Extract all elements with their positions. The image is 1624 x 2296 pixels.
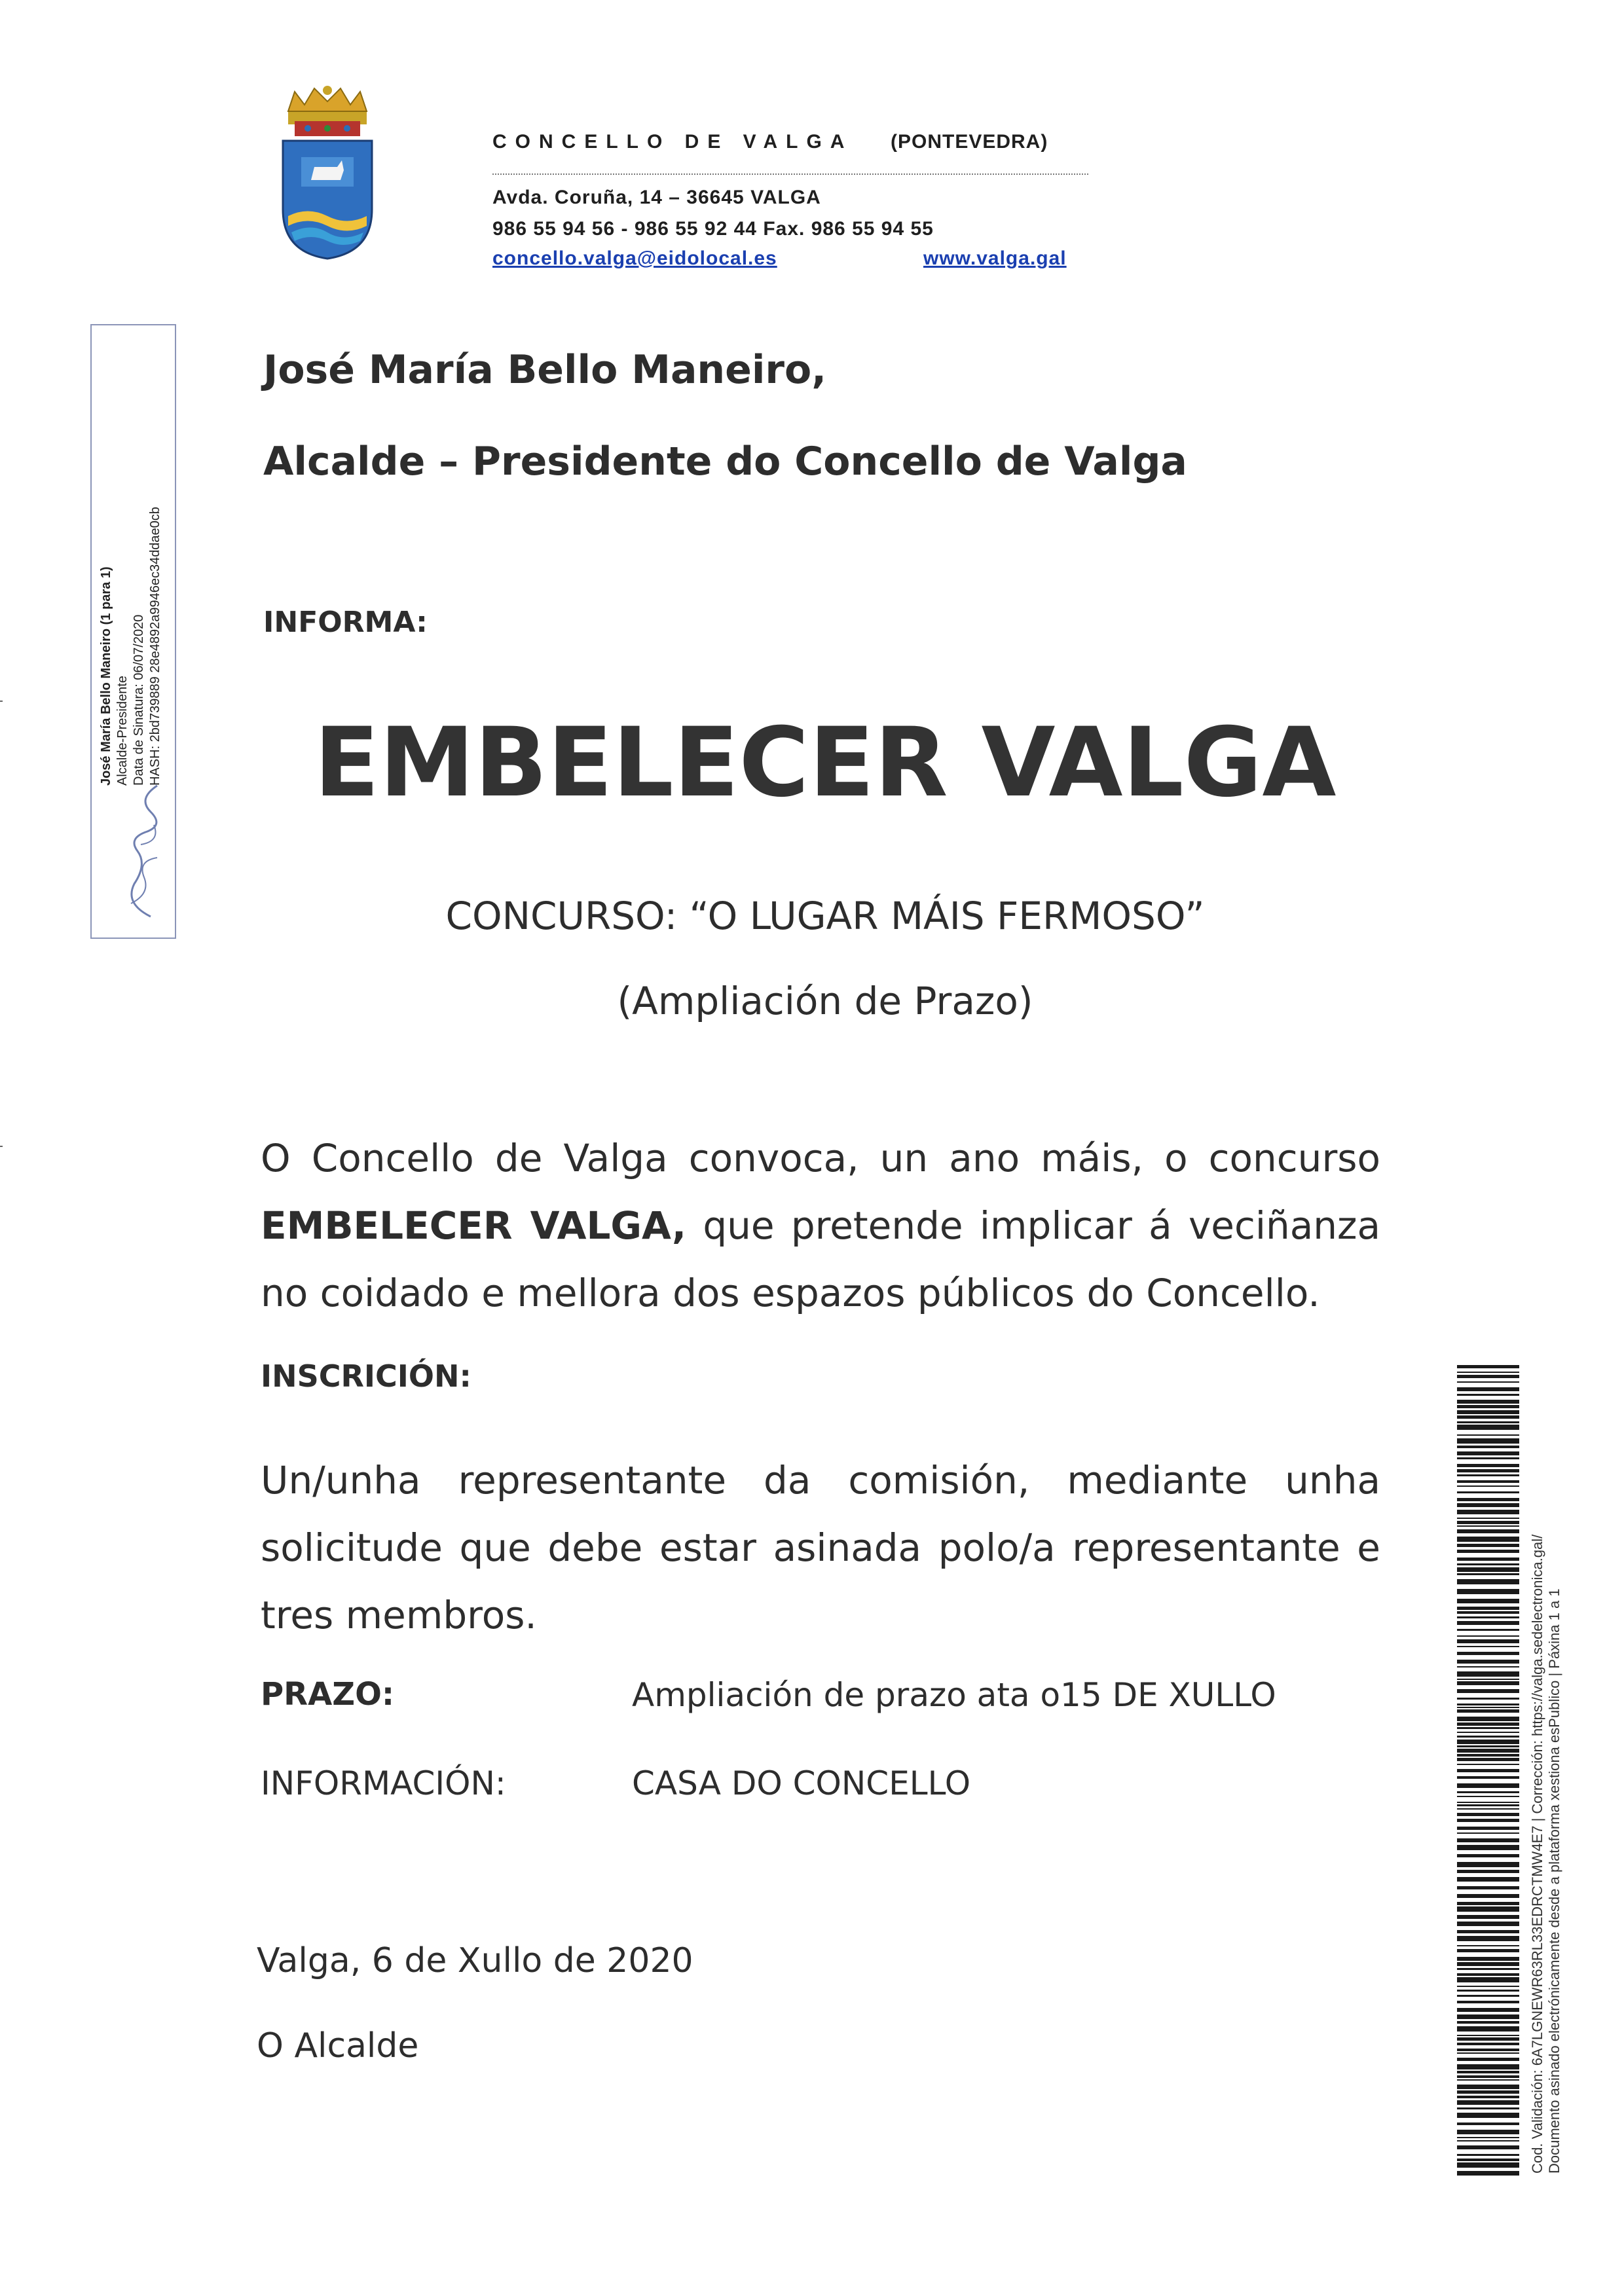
signer-role: Alcalde – Presidente do Concello de Valga: [263, 439, 1187, 484]
barcode-bar: [1457, 1679, 1519, 1680]
prazo-value: Ampliación de prazo ata o15 DE XULLO: [632, 1676, 1276, 1714]
barcode-bar: [1457, 1652, 1519, 1655]
barcode-bar: [1457, 1862, 1519, 1867]
barcode-bar: [1457, 2026, 1519, 2032]
barcode-bar: [1457, 1749, 1519, 1753]
org-email-link[interactable]: concello.valga@eidolocal.es: [492, 247, 777, 269]
barcode-bar: [1457, 1804, 1519, 1806]
inscricion-label: INSCRICIÓN:: [261, 1358, 471, 1394]
barcode-bar: [1457, 1732, 1519, 1733]
barcode-bar: [1457, 1922, 1519, 1926]
intro-text-start: O Concello de Valga convoca, un ano máis, o concurso: [261, 1136, 1380, 1180]
validation-text: [1529, 1535, 1563, 2174]
barcode-bar: [1457, 1446, 1519, 1448]
barcode-bar: [1457, 1698, 1519, 1700]
barcode-bar: [1457, 1827, 1519, 1830]
barcode-bar: [1457, 1727, 1519, 1729]
barcode-bar: [1457, 1365, 1519, 1368]
barcode-bar: [1457, 1945, 1519, 1946]
barcode-bar: [1457, 1838, 1519, 1842]
barcode-bar: [1457, 2107, 1519, 2109]
signer-name: José María Bello Maneiro,: [263, 347, 827, 393]
validation-note: Documento asinado electrónicamente desde a plataforma xestiona esPublico | Páxina 1 a 1: [1546, 1588, 1562, 2174]
barcode-bar: [1457, 1722, 1519, 1726]
barcode-bar: [1457, 1813, 1519, 1816]
barcode-bar: [1457, 1754, 1519, 1757]
barcode-bar: [1457, 1986, 1519, 1987]
barcode-bar: [1457, 1589, 1519, 1594]
barcode-bar: [1457, 1666, 1519, 1667]
prazo-label: PRAZO:: [261, 1676, 395, 1713]
barcode-bar: [1457, 1870, 1519, 1873]
header-divider: [492, 173, 1088, 175]
barcode-bar: [1457, 2162, 1519, 2168]
barcode-bar: [1457, 1550, 1519, 1553]
contest-subtitle: CONCURSO: “O LUGAR MÁIS FERMOSO”: [445, 894, 1205, 938]
barcode-bar: [1457, 1808, 1519, 1810]
barcode-bar: [1457, 1400, 1519, 1404]
barcode-bar: [1457, 1671, 1519, 1677]
barcode-bar: [1457, 1949, 1519, 1952]
org-website-link[interactable]: www.valga.gal: [923, 247, 1067, 269]
municipal-crest-logo: [275, 85, 380, 262]
barcode-bar: [1457, 1372, 1519, 1373]
barcode-bar: [1457, 1977, 1519, 1982]
intro-text-end: que pretende implicar á veciñanza no coidado e mellora dos espazos públicos do Concello.: [261, 1203, 1380, 1315]
barcode-bar: [1457, 2154, 1519, 2156]
barcode-bar: [1457, 1474, 1519, 1476]
margin-tick: [0, 1146, 3, 1147]
barcode-bar: [1457, 1764, 1519, 1765]
barcode-bar: [1457, 2130, 1519, 2134]
validation-barcode: [1457, 1365, 1519, 2177]
barcode-bar: [1457, 1717, 1519, 1721]
barcode-bar: [1457, 1689, 1519, 1693]
barcode-bar: [1457, 1394, 1519, 1396]
barcode-bar: [1457, 1616, 1519, 1618]
barcode-bar: [1457, 2071, 1519, 2073]
barcode-bar: [1457, 2137, 1519, 2138]
barcode-bar: [1457, 1381, 1519, 1383]
barcode-bar: [1457, 1894, 1519, 1898]
barcode-bar: [1457, 1854, 1519, 1857]
barcode-bar: [1457, 1990, 1519, 1992]
barcode-bar: [1457, 1776, 1519, 1779]
barcode-bar: [1457, 1544, 1519, 1547]
barcode-bar: [1457, 1434, 1519, 1436]
barcode-bar: [1457, 1930, 1519, 1933]
org-phones: 986 55 94 56 - 986 55 92 44 Fax. 986 55 94 55: [492, 218, 934, 240]
barcode-bar: [1457, 1796, 1519, 1797]
org-province: (PONTEVEDRA): [891, 131, 1048, 153]
barcode-bar: [1457, 2014, 1519, 2019]
barcode-bar: [1457, 2043, 1519, 2045]
informacion-label: INFORMACIÓN:: [261, 1764, 506, 1802]
barcode-bar: [1457, 1995, 1519, 1997]
barcode-bar: [1457, 1758, 1519, 1761]
barcode-bar: [1457, 2123, 1519, 2125]
barcode-bar: [1457, 1421, 1519, 1423]
barcode-bar: [1457, 1387, 1519, 1391]
barcode-bar: [1457, 2085, 1519, 2089]
barcode-bar: [1457, 1573, 1519, 1575]
stamp-signer: José María Bello Maneiro (1 para 1): [99, 566, 113, 786]
barcode-bar: [1457, 1832, 1519, 1834]
barcode-bar: [1457, 1906, 1519, 1912]
barcode-bar: [1457, 1968, 1519, 1970]
margin-tick: [0, 701, 3, 702]
barcode-bar: [1457, 2021, 1519, 2024]
barcode-bar: [1457, 2113, 1519, 2118]
extension-subtitle: (Ampliación de Prazo): [617, 979, 1033, 1023]
barcode-bar: [1457, 1518, 1519, 1519]
barcode-bar: [1457, 2100, 1519, 2105]
barcode-bar: [1457, 1629, 1519, 1631]
barcode-bar: [1457, 1646, 1519, 1647]
barcode-bar: [1457, 2058, 1519, 2061]
barcode-bar: [1457, 1819, 1519, 1822]
barcode-bar: [1457, 1936, 1519, 1941]
barcode-bar: [1457, 1745, 1519, 1747]
barcode-bar: [1457, 2037, 1519, 2041]
barcode-bar: [1457, 1469, 1519, 1472]
barcode-bar: [1457, 1621, 1519, 1625]
barcode-bar: [1457, 1498, 1519, 1501]
stamp-date: Data de Sinatura: 06/07/2020: [132, 614, 146, 786]
validation-code: Cod. Validación: 6A7LGNEWR63RL33EDRCTMW4E7 | Corrección: https://valga.sedelectronica.gal/: [1529, 1534, 1545, 2174]
barcode-bar: [1457, 1707, 1519, 1708]
barcode-bar: [1457, 1485, 1519, 1487]
barcode-bar: [1457, 1791, 1519, 1793]
barcode-bar: [1457, 1957, 1519, 1961]
barcode-bar: [1457, 1660, 1519, 1664]
barcode-bar: [1457, 1704, 1519, 1705]
barcode-bar: [1457, 1915, 1519, 1919]
barcode-bar: [1457, 1886, 1519, 1889]
barcode-bar: [1457, 1973, 1519, 1976]
barcode-bar: [1457, 1503, 1519, 1507]
barcode-bar: [1457, 2140, 1519, 2141]
barcode-bar: [1457, 1438, 1519, 1444]
barcode-bar: [1457, 2064, 1519, 2069]
closing-signer: O Alcalde: [257, 2026, 419, 2066]
stamp-hash: HASH: 2bd739889 28e4892a9946ec34ddae0cb: [148, 507, 162, 786]
barcode-bar: [1457, 1736, 1519, 1738]
barcode-bar: [1457, 1611, 1519, 1614]
barcode-bar: [1457, 2001, 1519, 2003]
informa-label: INFORMA:: [263, 606, 428, 639]
stamp-role: Alcalde-Presidente: [115, 676, 130, 786]
barcode-bar: [1457, 1902, 1519, 1905]
barcode-bar: [1457, 1563, 1519, 1565]
barcode-bar: [1457, 2052, 1519, 2054]
barcode-bar: [1457, 1529, 1519, 1533]
document-title: EMBELECER VALGA: [314, 707, 1337, 818]
barcode-bar: [1457, 2049, 1519, 2051]
barcode-bar: [1457, 2096, 1519, 2098]
barcode-bar: [1457, 1740, 1519, 1744]
place-date: Valga, 6 de Xullo de 2020: [257, 1941, 693, 1980]
org-name: CONCELLO DE VALGA: [492, 131, 853, 153]
barcode-bar: [1457, 2171, 1519, 2176]
barcode-bar: [1457, 2145, 1519, 2149]
barcode-bar: [1457, 1510, 1519, 1514]
barcode-bar: [1457, 2035, 1519, 2036]
barcode-bar: [1457, 1607, 1519, 1610]
barcode-bar: [1457, 1579, 1519, 1584]
barcode-bar: [1457, 2079, 1519, 2081]
barcode-bar: [1457, 1480, 1519, 1483]
barcode-bar: [1457, 1537, 1519, 1542]
barcode-bar: [1457, 1464, 1519, 1467]
barcode-bar: [1457, 1425, 1519, 1430]
barcode-bar: [1457, 1599, 1519, 1603]
barcode-bar: [1457, 2008, 1519, 2012]
barcode-bar: [1457, 1525, 1519, 1527]
barcode-bar: [1457, 1375, 1519, 1378]
barcode-bar: [1457, 2075, 1519, 2078]
barcode-bar: [1457, 1639, 1519, 1643]
barcode-bar: [1457, 2159, 1519, 2161]
barcode-bar: [1457, 2090, 1519, 2094]
barcode-bar: [1457, 1410, 1519, 1414]
barcode-bar: [1457, 1783, 1519, 1788]
intro-paragraph: [261, 1125, 1380, 1327]
barcode-bar: [1457, 1635, 1519, 1637]
barcode-bar: [1457, 1709, 1519, 1713]
barcode-bar: [1457, 1405, 1519, 1408]
barcode-bar: [1457, 1845, 1519, 1850]
barcode-bar: [1457, 1769, 1519, 1772]
org-address: Avda. Coruña, 14 – 36645 VALGA: [492, 187, 821, 208]
barcode-bar: [1457, 1681, 1519, 1685]
barcode-bar: [1457, 1567, 1519, 1572]
barcode-bar: [1457, 1962, 1519, 1966]
intro-text-bold: EMBELECER VALGA,: [261, 1203, 687, 1248]
barcode-bar: [1457, 1802, 1519, 1803]
barcode-bar: [1457, 1491, 1519, 1493]
barcode-bar: [1457, 1558, 1519, 1561]
barcode-bar: [1457, 1457, 1519, 1459]
barcode-bar: [1457, 1415, 1519, 1419]
informacion-value: CASA DO CONCELLO: [632, 1764, 971, 1802]
barcode-bar: [1457, 1451, 1519, 1455]
barcode-bar: [1457, 1521, 1519, 1524]
barcode-bar: [1457, 1877, 1519, 1882]
inscricion-paragraph: Un/unha representante da comisión, mediante unha solicitude que debe estar asinada polo/a representante e tres membros.: [261, 1458, 1380, 1637]
